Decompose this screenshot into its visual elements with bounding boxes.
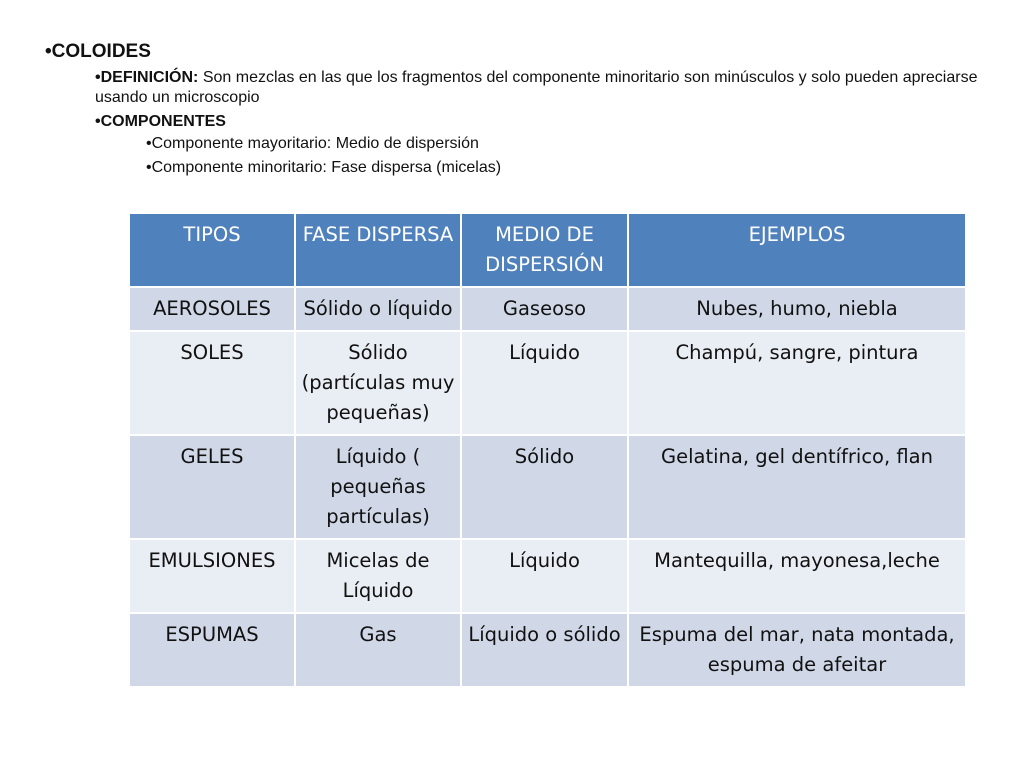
header-medio-dispersion: MEDIO DE DISPERSIÓN [461,213,628,287]
table-row [129,331,966,435]
definition-text: Son mezclas en las que los fragmentos del componente minoritario son minúsculos y solo pueden apreciarse usando un microscopio [95,69,978,106]
bullet-component-major: •Componente mayoritario: Medio de dispersión [146,135,479,152]
cell-tipo: EMULSIONES [129,539,295,613]
cell-medio: Sólido [461,435,628,539]
header-fase-dispersa: FASE DISPERSA [295,213,461,287]
bullet-definition [95,68,995,108]
bullet-list [45,40,995,180]
cell-medio: Líquido [461,539,628,613]
table-row [129,435,966,539]
cell-tipo: GELES [129,435,295,539]
cell-ejemplos: Nubes, humo, niebla [628,287,966,331]
bullet-components: •COMPONENTES [95,113,226,130]
cell-fase: Líquido ( pequeñas partículas) [295,435,461,539]
definition-label: •DEFINICIÓN: [95,69,199,86]
bullet-title-coloides: •COLOIDES [45,41,151,62]
cell-tipo: SOLES [129,331,295,435]
cell-fase: Micelas de Líquido [295,539,461,613]
cell-fase: Gas [295,613,461,687]
cell-fase: Sólido (partículas muy pequeñas) [295,331,461,435]
cell-medio: Líquido o sólido [461,613,628,687]
cell-ejemplos: Champú, sangre, pintura [628,331,966,435]
cell-ejemplos: Mantequilla, mayonesa,leche [628,539,966,613]
header-tipos: TIPOS [129,213,295,287]
cell-fase: Sólido o líquido [295,287,461,331]
header-ejemplos: EJEMPLOS [628,213,966,287]
cell-ejemplos: Gelatina, gel dentífrico, flan [628,435,966,539]
table-row [129,287,966,331]
cell-tipo: AEROSOLES [129,287,295,331]
table-row [129,613,966,687]
cell-medio: Gaseoso [461,287,628,331]
cell-medio: Líquido [461,331,628,435]
cell-ejemplos: Espuma del mar, nata montada, espuma de afeitar [628,613,966,687]
bullet-component-minor: •Componente minoritario: Fase dispersa (micelas) [146,159,502,176]
table-header-row [129,213,966,287]
colloid-types-table [128,212,967,688]
cell-tipo: ESPUMAS [129,613,295,687]
table-row [129,539,966,613]
